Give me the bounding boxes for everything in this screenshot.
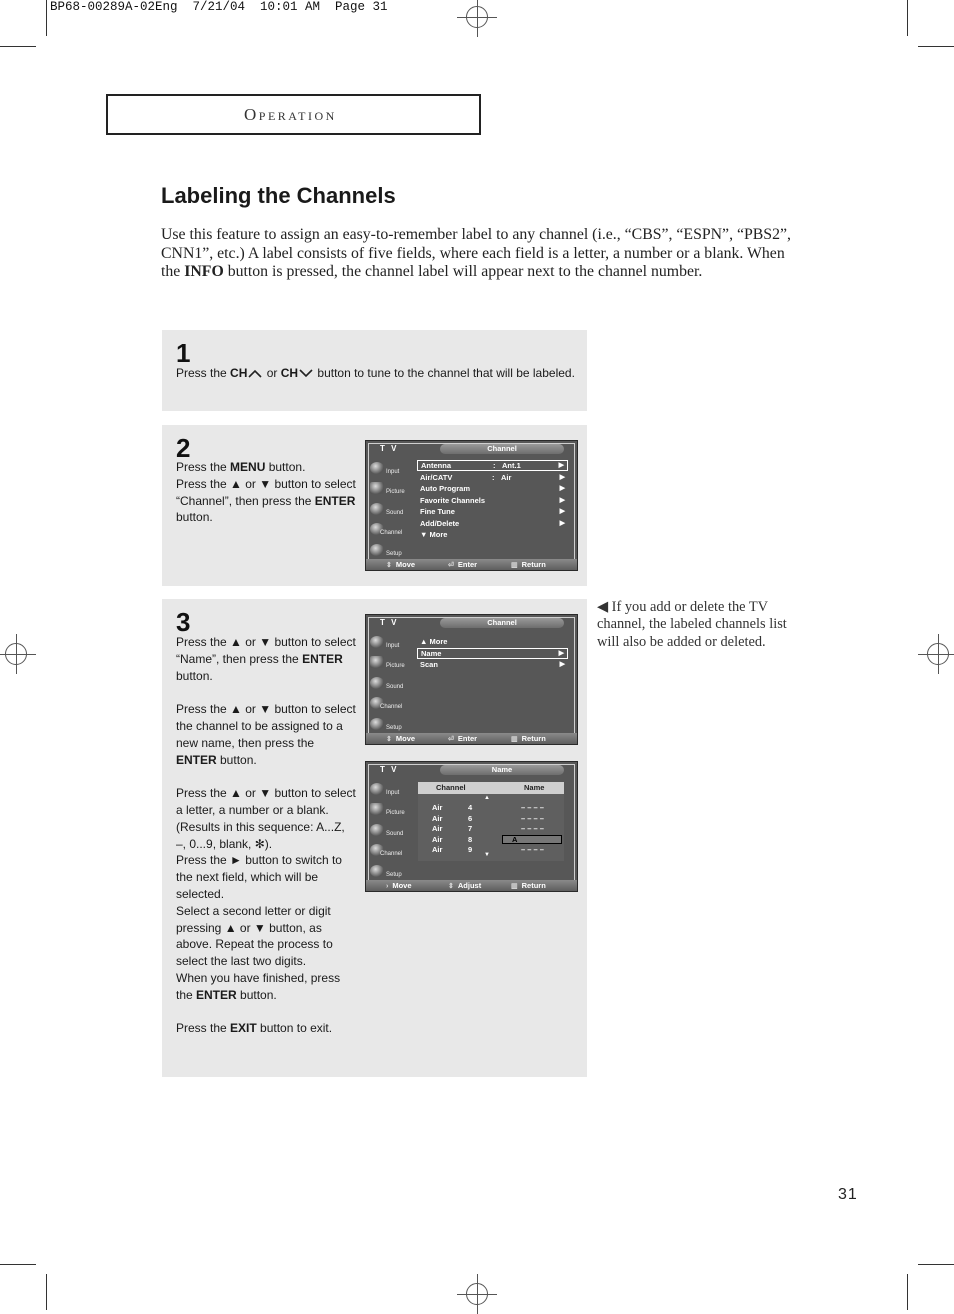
return-icon: ▥ xyxy=(511,736,518,743)
sound-icon xyxy=(370,824,384,836)
osd-side-input: Input xyxy=(368,634,408,654)
scroll-up-icon: ▲ xyxy=(484,795,490,801)
osd-tv-label: T V xyxy=(380,444,399,453)
osd-menu-row-name: Name ▶ xyxy=(417,648,568,659)
sound-icon xyxy=(370,677,384,689)
registration-mark-icon xyxy=(466,1283,488,1305)
side-note: ◀ If you add or delete the TV channel, the labeled channels list will also be added or deleted. xyxy=(597,599,787,650)
step-3-text: Press the ▲ or ▼ button to select “Name”, then press the ENTER button. Press the ▲ or ▼ button to select the channel to be assigned to a new name, then press the ENTER button. Press the ▲ or ▼ button to select a letter, a number or a blank. (Results in this sequence: A...Z, –, 0...9, blank, ✻). Press the ► button to switch to the next field, which will be selected. Select a second letter or digit pressing ▲ or ▼ button, as above. Repeat the process to select the last two digits. When you have finished, press the ENTER button. Press the EXIT button to exit. xyxy=(176,635,356,1036)
osd-tv-label: T V xyxy=(380,618,399,627)
move-icon: ⇕ xyxy=(386,736,392,743)
osd-side-channel: Channel xyxy=(368,521,408,541)
registration-mark-icon xyxy=(927,643,949,665)
enter-icon: ⏎ xyxy=(448,562,454,569)
enter-icon: ⏎ xyxy=(448,736,454,743)
osd-title: Channel xyxy=(440,444,564,454)
osd-menu-row-more: ▲ More xyxy=(420,637,448,646)
page-number: 31 xyxy=(838,1186,858,1203)
osd-name-screen xyxy=(365,761,578,892)
crop-mark xyxy=(0,46,36,47)
section-title: Operation xyxy=(244,105,337,124)
osd-bottom-bar: ⇕ Move ⏎ Enter ▥ Return xyxy=(366,559,577,570)
osd-menu-row-add-delete: Add/Delete ▶ xyxy=(420,518,565,528)
registration-mark-icon xyxy=(466,6,488,28)
step-number: 1 xyxy=(176,338,191,368)
step-number: 3 xyxy=(176,607,191,637)
osd-side-input: Input xyxy=(368,781,408,801)
crop-mark xyxy=(907,0,908,36)
input-icon xyxy=(370,636,384,648)
table-row-selected: Air 8 A xyxy=(418,835,564,846)
osd-bottom-bar: ⇕ Move ⏎ Enter ▥ Return xyxy=(366,733,577,744)
print-slug: BP68-00289A-02Eng 7/21/04 10:01 AM Page 31 xyxy=(50,0,388,14)
osd-menu-row-fine-tune: Fine Tune ▶ xyxy=(420,507,565,516)
sound-icon xyxy=(370,503,384,515)
osd-side-channel: Channel xyxy=(368,842,408,862)
crop-mark xyxy=(46,0,47,36)
picture-icon xyxy=(370,482,384,494)
table-row: Air 4 – – – – xyxy=(432,803,544,812)
picture-icon xyxy=(370,803,384,815)
osd-menu-list xyxy=(417,636,568,676)
name-table-header: Channel Name xyxy=(418,782,564,794)
osd-menu-row-more: ▼ More xyxy=(420,530,448,539)
osd-side-picture: Picture xyxy=(368,480,408,500)
crop-mark xyxy=(918,46,954,47)
osd-bottom-bar: › Move ⇕ Adjust ▥ Return xyxy=(366,880,577,891)
osd-menu-row-scan: Scan ▶ xyxy=(420,660,565,669)
name-table xyxy=(418,782,564,861)
name-table-body xyxy=(418,794,564,861)
chevron-down-icon xyxy=(299,369,313,378)
osd-menu-list xyxy=(417,460,568,545)
picture-icon xyxy=(370,656,384,668)
osd-title: Name xyxy=(440,765,564,775)
step-1-box xyxy=(162,330,587,411)
osd-channel-menu xyxy=(365,440,578,571)
step-number: 2 xyxy=(176,433,191,463)
step-2-text: Press the MENU button. Press the ▲ or ▼ button to select “Channel”, then press the ENTER button. xyxy=(176,460,356,525)
crop-mark xyxy=(907,1274,908,1310)
osd-side-picture: Picture xyxy=(368,654,408,674)
osd-menu-row-favorite-channels: Favorite Channels ▶ xyxy=(420,495,565,505)
table-row: Air 9 – – – – xyxy=(432,845,544,854)
osd-side-setup: Setup xyxy=(368,542,408,562)
move-icon: ⇕ xyxy=(386,562,392,569)
setup-icon xyxy=(370,865,384,877)
crop-mark xyxy=(46,1274,47,1310)
osd-side-picture: Picture xyxy=(368,801,408,821)
page-title: Labeling the Channels xyxy=(161,183,396,208)
scroll-down-icon: ▼ xyxy=(484,852,490,858)
osd-menu-row-air-catv: Air/CATV : Air ▶ xyxy=(420,472,565,482)
input-icon xyxy=(370,783,384,795)
osd-tv-label: T V xyxy=(380,765,399,774)
osd-title: Channel xyxy=(440,618,564,628)
osd-channel-menu-page2 xyxy=(365,614,578,745)
return-icon: ▥ xyxy=(511,883,518,890)
setup-icon xyxy=(370,544,384,556)
osd-side-sound: Sound xyxy=(368,675,408,695)
move-icon: › xyxy=(386,883,389,890)
osd-side-sound: Sound xyxy=(368,501,408,521)
crop-mark xyxy=(0,1264,36,1265)
intro-paragraph: Use this feature to assign an easy-to-remember label to any channel (i.e., “CBS”, “ESPN”, “PBS2”, CNN1”, etc.) A label consists of five fields, where each field is a letter, a number or a blank. When the INFO button is pressed, the channel label will appear next to the channel number. xyxy=(161,226,791,280)
setup-icon xyxy=(370,718,384,730)
osd-side-setup: Setup xyxy=(368,716,408,736)
registration-mark-icon xyxy=(5,643,27,665)
osd-side-sound: Sound xyxy=(368,822,408,842)
osd-menu-row-antenna: Antenna : Ant.1 ▶ xyxy=(417,460,568,471)
crop-mark xyxy=(918,1264,954,1265)
name-edit-field xyxy=(502,835,562,844)
adjust-icon: ⇕ xyxy=(448,883,454,890)
table-row: Air 6 – – – – xyxy=(432,813,544,823)
osd-side-setup: Setup xyxy=(368,863,408,883)
osd-side-input: Input xyxy=(368,460,408,480)
input-icon xyxy=(370,462,384,474)
table-row: Air 7 – – – – xyxy=(432,824,544,833)
chevron-up-icon xyxy=(248,369,262,378)
osd-menu-row-auto-program: Auto Program ▶ xyxy=(420,484,565,493)
step-1-text: Press the CH or CH button to tune to the channel that will be labeled. xyxy=(176,366,575,380)
osd-side-channel: Channel xyxy=(368,695,408,715)
return-icon: ▥ xyxy=(511,562,518,569)
